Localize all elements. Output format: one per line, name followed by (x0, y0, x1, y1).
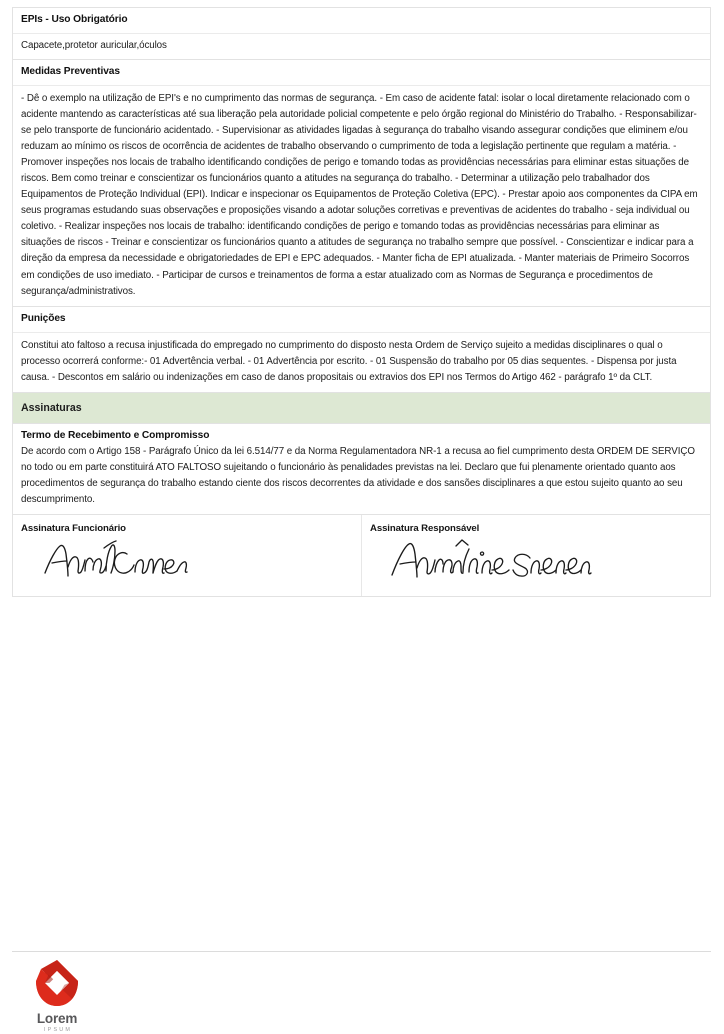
section-row-epis (13, 8, 710, 60)
logo-wordmark: Lorem (36, 1011, 78, 1026)
section-body-medidas (13, 86, 710, 306)
section-body-punicoes (13, 333, 710, 392)
section-body-epis (13, 34, 710, 59)
footer-divider (12, 951, 711, 952)
section-title-epis: EPIs - Uso Obrigatório (21, 14, 128, 25)
footer-logo (17, 958, 97, 1034)
assinaturas-band-cell (13, 393, 710, 423)
section-row-punicoes (13, 307, 710, 393)
order-of-service-table (12, 7, 711, 597)
section-header-epis (13, 8, 710, 34)
section-title-punicoes: Punições (21, 312, 66, 324)
logo-subtext: IPSUM (43, 1027, 73, 1033)
section-row-medidas (13, 60, 710, 307)
section-header-punicoes (13, 307, 710, 333)
section-row-termo (13, 424, 710, 515)
signature-label-responsavel: Assinatura Responsável (370, 522, 480, 534)
signature-box-funcionario[interactable] (13, 515, 362, 596)
signature-box-responsavel[interactable] (362, 515, 710, 596)
signature-ink-funcionario (43, 540, 283, 591)
signature-label-funcionario: Assinatura Funcionário (21, 522, 126, 534)
epis-value: Capacete,protetor auricular,óculos (21, 40, 167, 51)
signature-row (13, 515, 710, 597)
assinaturas-band (13, 393, 710, 424)
termo-value: De acordo com o Artigo 158 - Parágrafo Único da lei 6.514/77 e da Norma Regulamentadora NR-1 a recusa ao fiel cumprimento desta ORDEM DE SERVIÇO no todo ou em parte constituirá ATO FALTOSO sujeitando o funcionário às penalidades previstas na lei. Declaro que fui plenamente orientado quanto aos procedimentos de segurança do trabalho estando ciente dos riscos decorrentes da atividade e dos sansões disciplinares a que estou sujeito quanto ao seu descumprimento. (21, 445, 695, 505)
section-header-medidas (13, 60, 710, 86)
diamond-shield-logo-icon (31, 958, 83, 1010)
punicoes-value: Constitui ato faltoso a recusa injustificada do empregado no cumprimento do disposto nesta Ordem de Serviço sujeito a medidas disciplinares o qual o processo ocorrerá conforme:- 01 Advertência verbal. - 01 Advertência por escrito. - 01 Suspensão do trabalho por 05 dias sequentes. - Dispensa por justa causa. - Descontos em salário ou indenizações em caso de danos propositais ou extravios dos EPI nos Termos do Artigo 462 - parágrafo 1º da CLT. (21, 339, 677, 383)
signature-ink-responsavel (390, 537, 640, 592)
assinaturas-band-label: Assinaturas (21, 401, 82, 414)
section-title-medidas: Medidas Preventivas (21, 66, 120, 77)
section-title-termo: Termo de Recebimento e Compromisso (21, 429, 210, 441)
medidas-value: - Dê o exemplo na utilização de EPI's e no cumprimento das normas de segurança. - Em caso de acidente fatal: isolar o local diretamente relacionado com o acidente mantendo as características até sua liberação pela autoridade policial competente e pelo órgão regional do Ministério do Trabalho. - Responsabilizar-se pelo transporte de funcionário acidentado. - Supervisionar as atividades ligadas à segurança do trabalho visando assegurar condições que eliminem e/ou reduzam ao mínimo os riscos de ocorrência de acidentes de trabalho observando o cumprimento de toda a legislação pertinente que regulam a matéria. - Promover inspeções nos locais de trabalho identificando condições de perigo e tomando todas as providências necessárias para eliminar estas situações de riscos. Bem como treinar e conscientizar os funcionários quanto a atitudes na segurança do trabalho. - Determinar a utilização pelo trabalhador dos Equipamentos de Proteção Individual (EPI). Indicar e inspecionar os Equipamentos de Proteção Coletiva (EPC). - Prestar apoio aos componentes da CIPA em seus programas estudando suas observações e proposições visando a adotar soluções corretivas e preventivas de acidentes do trabalho - seja individual ou coletivo. - Realizar inspeções nos locais de trabalho: identificando condições de perigo e tomando todas as providências necessárias para eliminar as situações de riscos - Treinar e conscientizar os funcionários quanto a atitudes de segurança no trabalho sempre que possível. - Conscientizar e indicar para a direção da empresa da necessidade e obrigatoriedades de EPI e EPC adequados. - Manter ficha de EPI atualizada. - Manter materiais de Primeiro Socorros em condições de uso imediato. - Participar de cursos e treinamentos de forma a estar atualizado com as Normas de Segurança e procedimentos de segurança/administrativos. (21, 93, 698, 297)
section-body-termo (13, 424, 710, 514)
